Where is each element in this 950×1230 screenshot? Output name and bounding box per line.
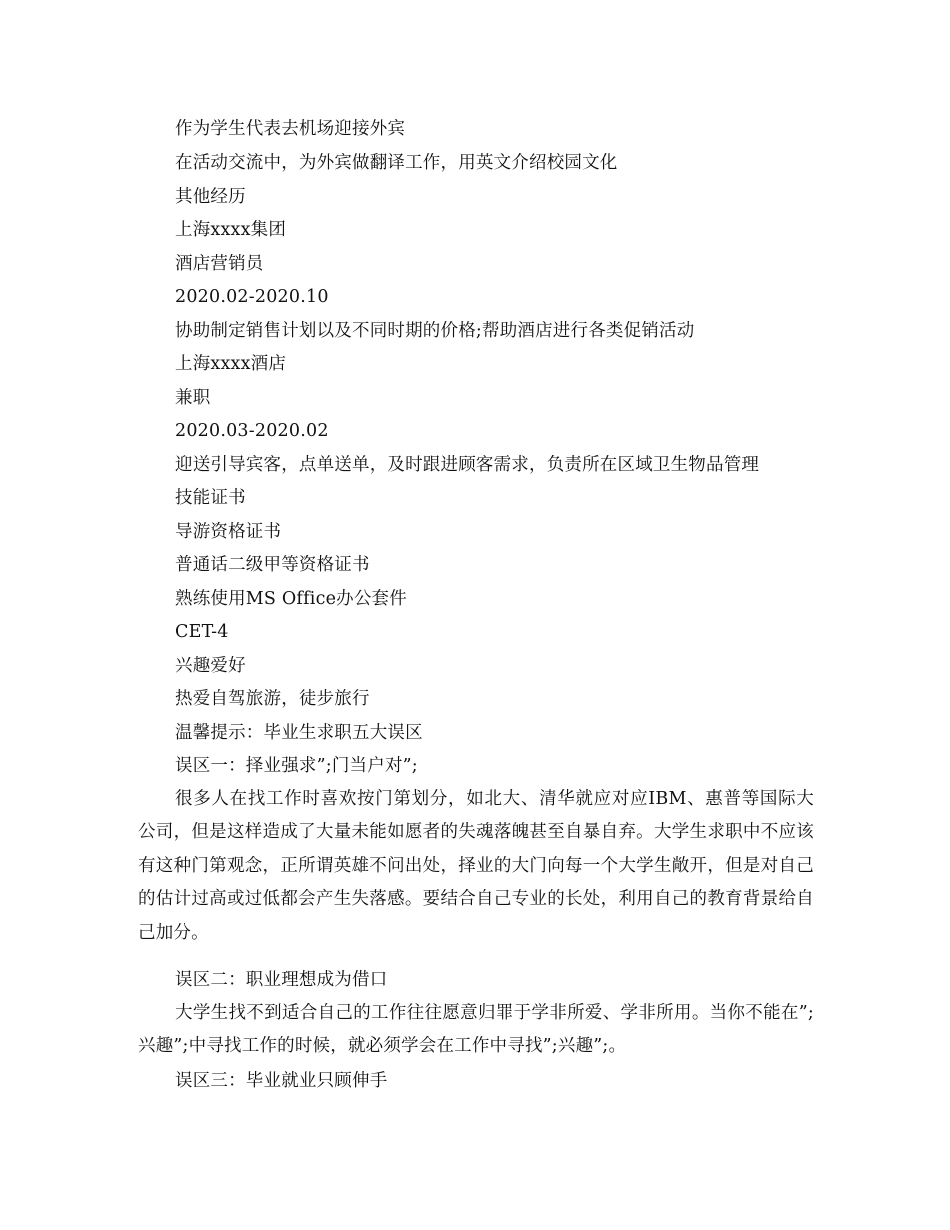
section-heading: 技能证书 [175, 488, 246, 508]
text-line: 普通话二级甲等资格证书 [175, 555, 370, 575]
text-line: 协助制定销售计划以及不同时期的价格;帮助酒店进行各类促销活动 [175, 321, 695, 341]
text-line: 兼职 [175, 388, 211, 408]
section-heading: 误区二：职业理想成为借口 [175, 970, 388, 990]
text-line: 酒店营销员 [175, 254, 264, 274]
text-line: 上海xxxx酒店 [175, 354, 287, 374]
text-line: 迎送引导宾客，点单送单，及时跟进顾客需求，负责所在区域卫生物品管理 [175, 455, 760, 475]
text-line: 上海xxxx集团 [175, 220, 287, 240]
section-heading: 其他经历 [175, 187, 246, 207]
text-line: CET-4 [175, 622, 229, 642]
date-range: 2020.03-2020.02 [175, 421, 329, 441]
text-line: 导游资格证书 [175, 522, 282, 542]
paragraph: 大学生找不到适合自己的工作往往愿意归罪于学非所爱、学非所用。当你不能在”;兴趣”;中寻找工作的时候，就必须学会在工作中寻找”;兴趣”;。 [138, 1003, 814, 1057]
date-range: 2020.02-2020.10 [175, 287, 329, 307]
text-line: 作为学生代表去机场迎接外宾 [175, 119, 406, 139]
text-line: 误区一：择业强求”;门当户对”; [175, 756, 418, 776]
text-line: 熟练使用MS Office办公套件 [175, 589, 407, 609]
text-line: 热爱自驾旅游，徒步旅行 [175, 689, 370, 709]
section-heading: 兴趣爱好 [175, 656, 246, 676]
text-line: 温馨提示：毕业生求职五大误区 [175, 723, 423, 743]
text-line: 在活动交流中，为外宾做翻译工作，用英文介绍校园文化 [175, 153, 618, 173]
paragraph: 很多人在找工作时喜欢按门第划分，如北大、清华就应对应IBM、惠普等国际大公司，但是这样造成了大量未能如愿者的失魂落魄甚至自暴自弃。大学生求职中不应该有这种门第观念，正所谓英雄不问出处，择业的大门向每一个大学生敞开，但是对自己的估计过高或过低都会产生失落感。要结合自己专业的长处，利用自己的教育背景给自己加分。 [138, 789, 814, 943]
section-heading: 误区三：毕业就业只顾伸手 [175, 1071, 388, 1091]
